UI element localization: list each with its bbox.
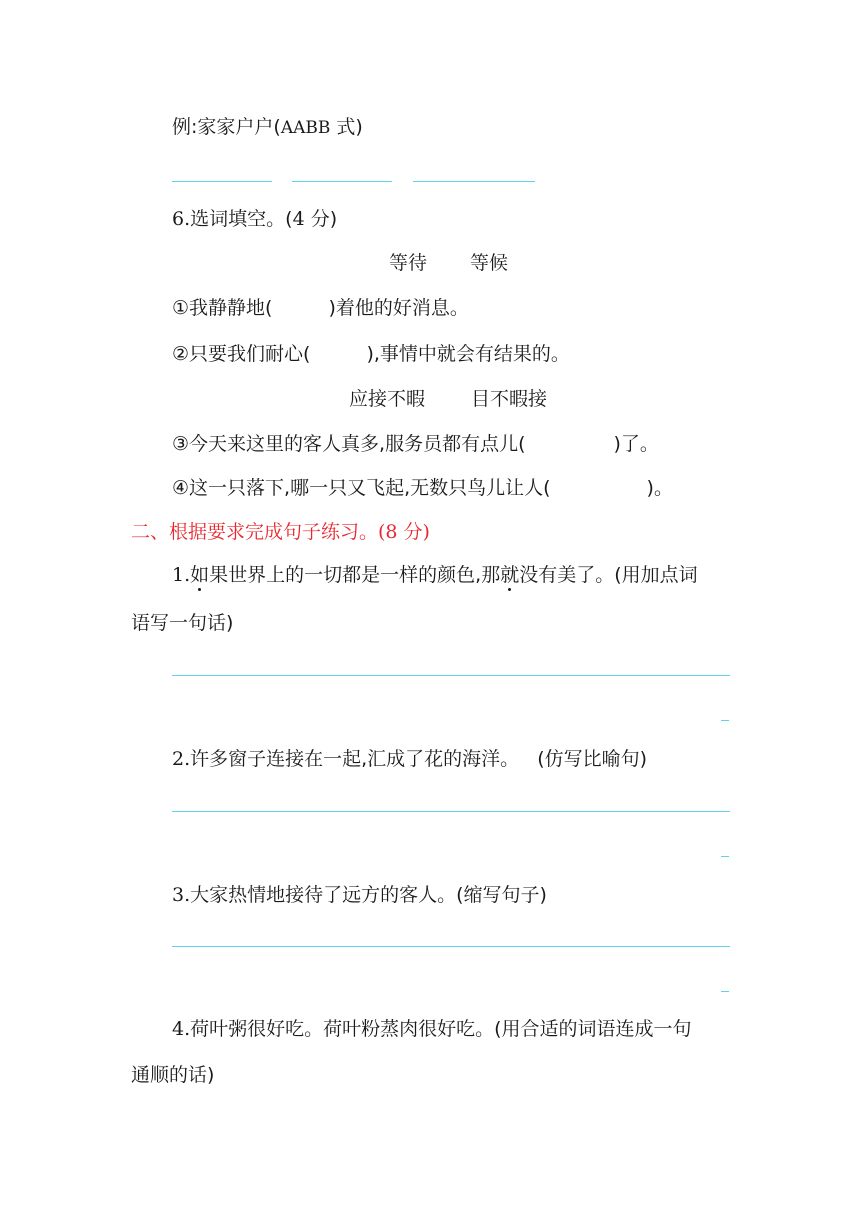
example-suffix: 式) (330, 116, 363, 138)
word-option: 应接不暇 (349, 388, 426, 410)
dotted-word: 如 (190, 564, 210, 586)
example-prefix: 例:家家户户( (172, 116, 281, 138)
example-pattern: AABB (280, 118, 331, 138)
example-line (172, 118, 363, 137)
line-end-mark (721, 991, 729, 992)
q6-item-3: ③今天来这里的客人真多,服务员都有点儿( )了。 (172, 433, 659, 455)
sentence-4: 4.荷叶粥很好吃。荷叶粉蒸肉很好吃。(用合适的词语连成一句 (172, 1018, 692, 1040)
q6-number: 6. (172, 208, 191, 230)
line-end-mark (721, 856, 729, 857)
sentence-1-continued: 语写一句话) (131, 612, 234, 634)
answer-line[interactable] (172, 675, 730, 676)
sentence-2: 2.许多窗子连接在一起,汇成了花的海洋。 (仿写比喻句) (172, 748, 648, 770)
sentence-1: 1.如果世界上的一切都是一样的颜色,那就没有美了。(用加点词 (172, 564, 698, 586)
answer-line[interactable] (172, 946, 730, 947)
word-option: 等待 (389, 252, 428, 274)
q6-score-tail: 分) (304, 208, 338, 230)
word-option: 目不暇接 (471, 388, 548, 410)
q6-item-2: ②只要我们耐心( ),事情中就会有结果的。 (172, 343, 570, 365)
q6-title: 选词填空。( (190, 208, 293, 230)
word-option: 等候 (470, 252, 509, 274)
q6-heading (172, 210, 337, 229)
sentence-4-continued: 通顺的话) (131, 1064, 215, 1086)
answer-line[interactable] (172, 811, 730, 812)
q6-item-1: ①我静静地( )着他的好消息。 (172, 297, 469, 319)
sentence-number: 4. (172, 1018, 191, 1040)
example-answer-blank-3[interactable] (413, 181, 535, 182)
example-answer-blank-1[interactable] (172, 181, 272, 182)
q6-score-number: 4 (292, 208, 305, 230)
sentence-number: 3. (172, 884, 191, 906)
q6-item-4: ④这一只落下,哪一只又飞起,无数只鸟儿让人( )。 (172, 477, 673, 499)
line-end-mark (721, 720, 729, 721)
sentence-number: 2. (172, 748, 191, 770)
example-answer-blank-2[interactable] (292, 181, 392, 182)
section-heading: 二、根据要求完成句子练习。(8 分) (131, 521, 430, 543)
dotted-word: 就 (500, 564, 520, 586)
sentence-3: 3.大家热情地接待了远方的客人。(缩写句子) (172, 884, 547, 906)
sentence-number: 1. (172, 564, 191, 586)
